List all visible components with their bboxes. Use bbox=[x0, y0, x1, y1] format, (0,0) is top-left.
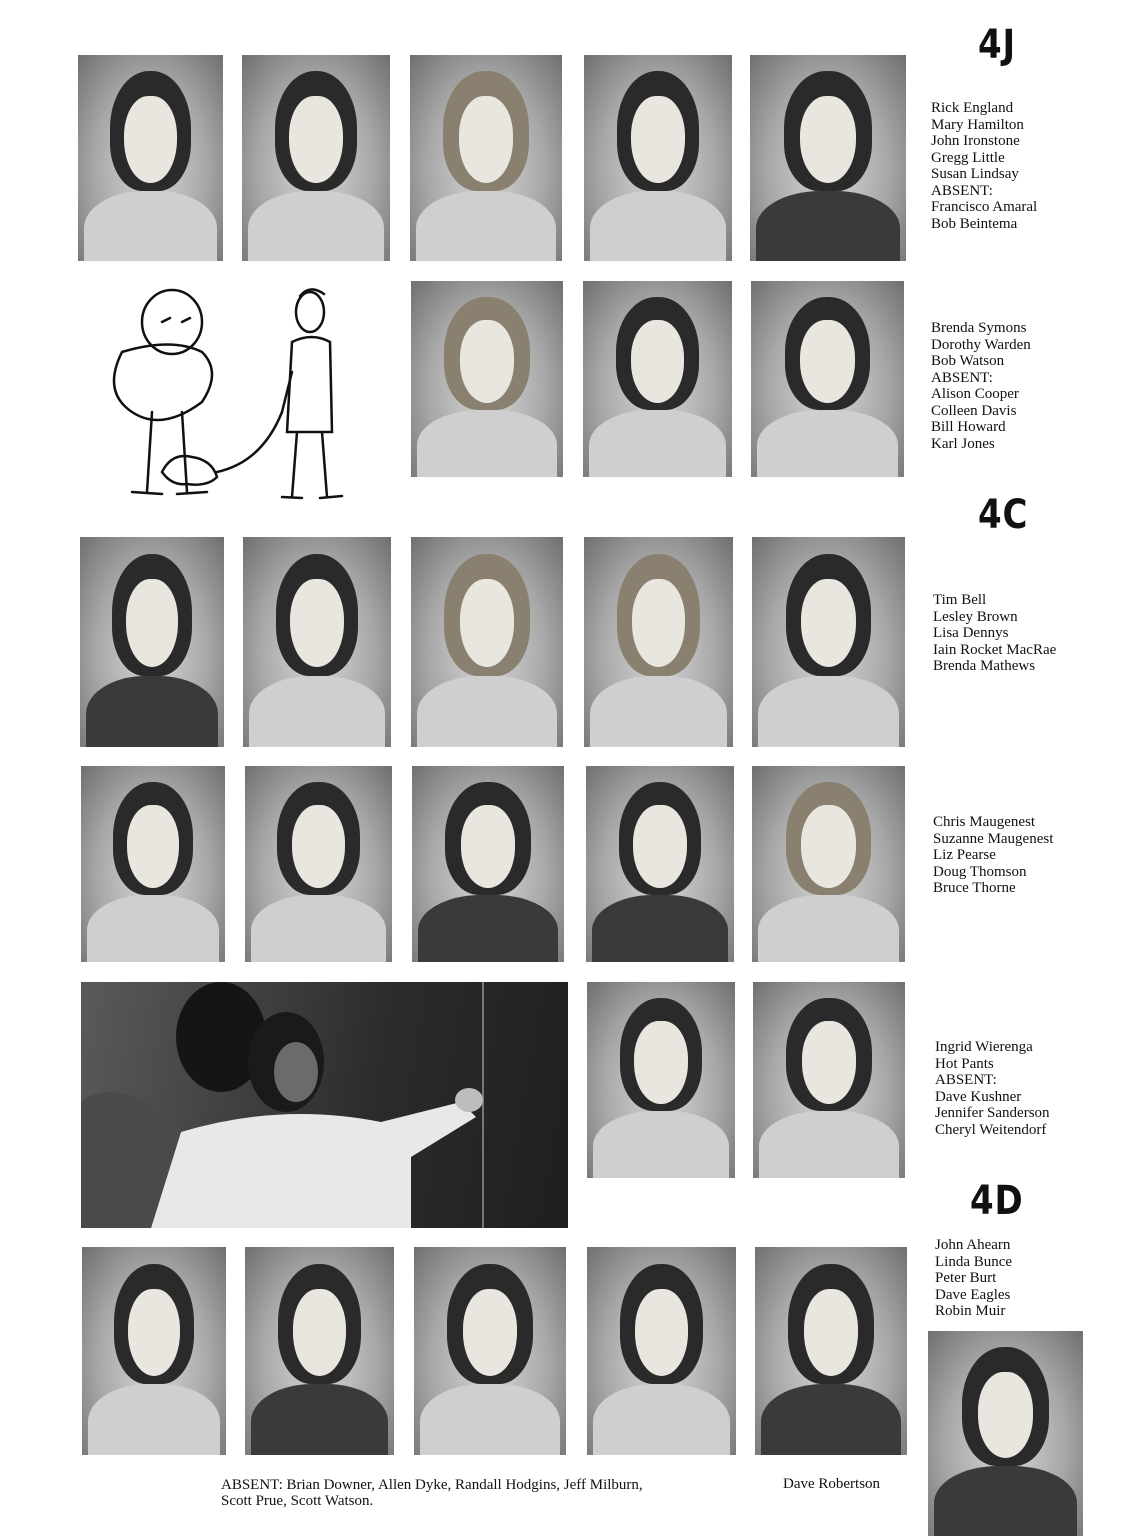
name-item: Gregg Little bbox=[931, 149, 1005, 166]
cartoon-illustration bbox=[92, 282, 369, 520]
name-item: Dave Kushner bbox=[935, 1088, 1022, 1105]
name-item: Colleen Davis bbox=[931, 402, 1017, 419]
portrait-photo bbox=[82, 1247, 226, 1455]
name-list-4c-3 bbox=[935, 1039, 1050, 1138]
name-item: Tim Bell bbox=[933, 592, 987, 608]
portrait-photo bbox=[245, 766, 392, 962]
portrait-photo bbox=[81, 766, 225, 962]
portrait-photo bbox=[411, 281, 563, 477]
name-item: Dave Eagles bbox=[935, 1286, 1011, 1303]
name-item: Linda Bunce bbox=[935, 1253, 1013, 1270]
name-list-4d bbox=[935, 1237, 1012, 1320]
name-item: Rick England bbox=[931, 100, 1014, 116]
portrait-photo-dave-robertson bbox=[928, 1331, 1083, 1536]
name-item: Brenda Mathews bbox=[933, 658, 1036, 674]
absent-label: ABSENT: bbox=[935, 1072, 997, 1088]
portrait-photo bbox=[414, 1247, 566, 1455]
portrait-caption: Dave Robertson bbox=[783, 1476, 881, 1492]
portrait-photo bbox=[583, 281, 732, 477]
name-item: Mary Hamilton bbox=[931, 116, 1024, 133]
absent-label: ABSENT: bbox=[931, 369, 993, 386]
name-item: John Ahearn bbox=[935, 1237, 1011, 1253]
portrait-photo bbox=[80, 537, 224, 747]
name-list-4c-2 bbox=[933, 814, 1053, 897]
portrait-photo bbox=[751, 281, 904, 477]
name-item: Bruce Thorne bbox=[933, 880, 1016, 896]
name-item: Francisco Amaral bbox=[931, 199, 1038, 215]
section-heading-4d: 4D bbox=[970, 1178, 1024, 1224]
portrait-photo bbox=[587, 1247, 736, 1455]
absent-caption bbox=[221, 1477, 643, 1509]
classroom-chalkboard-photo bbox=[81, 982, 568, 1228]
portrait-photo bbox=[586, 766, 734, 962]
name-item: Karl Jones bbox=[931, 435, 995, 452]
name-item: Bob Watson bbox=[931, 353, 1005, 369]
name-item: Suzanne Maugenest bbox=[933, 830, 1054, 847]
name-item: Lesley Brown bbox=[933, 608, 1018, 625]
portrait-photo bbox=[410, 55, 562, 261]
portrait-photo bbox=[584, 537, 733, 747]
name-item: Cheryl Weitendorf bbox=[935, 1121, 1047, 1138]
name-item: Hot Pants bbox=[935, 1055, 994, 1072]
name-item: Robin Muir bbox=[935, 1303, 1006, 1319]
absent-caption-line: ABSENT: Brian Downer, Allen Dyke, Randall Hodgins, Jeff Milburn, bbox=[221, 1477, 643, 1493]
name-list-4c-1 bbox=[933, 592, 1056, 675]
portrait-photo bbox=[245, 1247, 394, 1455]
name-item: Alison Cooper bbox=[931, 386, 1019, 402]
name-item: Iain Rocket MacRae bbox=[933, 641, 1057, 658]
name-item: Jennifer Sanderson bbox=[935, 1105, 1050, 1121]
name-item: John Ironstone bbox=[931, 133, 1020, 149]
portrait-photo bbox=[752, 766, 905, 962]
portrait-photo bbox=[411, 537, 563, 747]
portrait-photo bbox=[587, 982, 735, 1178]
name-item: Peter Burt bbox=[935, 1270, 997, 1286]
absent-caption-line: Scott Prue, Scott Watson. bbox=[221, 1493, 374, 1509]
name-item: Bill Howard bbox=[931, 419, 1006, 435]
name-item: Lisa Dennys bbox=[933, 625, 1009, 641]
name-item: Dorothy Warden bbox=[931, 336, 1031, 353]
portrait-photo bbox=[753, 982, 905, 1178]
absent-label: ABSENT: bbox=[931, 182, 993, 199]
portrait-photo bbox=[412, 766, 564, 962]
portrait-photo bbox=[752, 537, 905, 747]
portrait-photo bbox=[242, 55, 390, 261]
cartoon-drawing-icon bbox=[92, 282, 369, 520]
name-item: Liz Pearse bbox=[933, 847, 996, 863]
name-item: Chris Maugenest bbox=[933, 814, 1036, 830]
name-item: Brenda Symons bbox=[931, 320, 1027, 336]
portrait-photo bbox=[78, 55, 223, 261]
name-item: Ingrid Wierenga bbox=[935, 1039, 1033, 1055]
section-heading-4j: 4J bbox=[978, 22, 1017, 68]
portrait-photo bbox=[584, 55, 732, 261]
portrait-photo bbox=[243, 537, 391, 747]
portrait-photo bbox=[750, 55, 906, 261]
name-list-4j-2 bbox=[931, 320, 1031, 452]
name-item: Susan Lindsay bbox=[931, 166, 1019, 182]
teacher-at-chalkboard-icon bbox=[81, 982, 568, 1228]
name-item: Bob Beintema bbox=[931, 215, 1018, 232]
name-item: Doug Thomson bbox=[933, 863, 1027, 880]
section-heading-4c: 4C bbox=[978, 492, 1029, 538]
name-list-4j-1 bbox=[931, 100, 1037, 232]
portrait-photo bbox=[755, 1247, 907, 1455]
